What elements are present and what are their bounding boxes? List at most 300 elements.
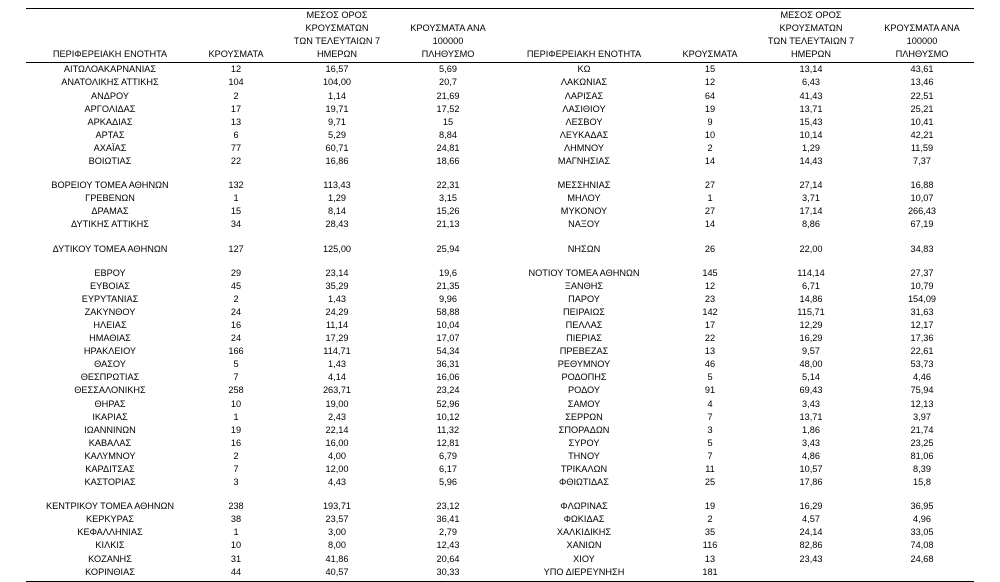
cell-cases-left: 7 (233, 372, 239, 383)
cell-cases-right: 1 (707, 193, 713, 204)
cell-avg7-left: 2,43 (328, 411, 346, 422)
cell-cases-left: 258 (228, 385, 244, 396)
cell-region-right: ΜΑΓΝΗΣΙΑΣ (557, 156, 611, 167)
cell-rate-right: 10,41 (910, 116, 934, 127)
cell-avg7-left (278, 232, 396, 243)
cell-region-left: ΔΥΤΙΚΟΥ ΤΟΜΕΑ ΑΘΗΝΩΝ (52, 243, 168, 254)
header-avg7-right-line2: ΤΩΝ ΤΕΛΕΥΤΑΙΩΝ 7 (767, 36, 855, 47)
cell-cases-left: 5 (233, 359, 239, 370)
header-region-right: ΠΕΡΙΦΕΡΕΙΑΚΗ ΕΝΟΤΗΤΑ (526, 49, 642, 60)
table-row (26, 566, 974, 579)
cell-cases-right: 17 (704, 319, 716, 330)
table-row (26, 319, 974, 332)
cell-cases-right (668, 256, 752, 267)
cell-rate-right: 81,06 (910, 450, 934, 461)
cell-avg7-right: 13,71 (799, 103, 823, 114)
cell-avg7-left: 9,71 (328, 116, 346, 127)
header-avg7-right-line1: ΜΕΣΟΣ ΟΡΟΣ ΚΡΟΥΣΜΑΤΩΝ (779, 10, 843, 34)
cell-region-left: ΗΡΑΚΛΕΙΟΥ (83, 346, 137, 357)
cell-region-right (500, 256, 668, 267)
header-rate-right (870, 9, 974, 61)
cell-rate-right: 53,73 (910, 359, 934, 370)
cell-cases-left: 16 (230, 437, 242, 448)
cell-rate-left: 58,88 (436, 306, 460, 317)
cell-cases-right: 142 (702, 306, 718, 317)
cell-cases-left: 2 (233, 450, 239, 461)
cell-rate-right: 4,96 (913, 514, 931, 525)
cell-region-right: ΠΕΙΡΑΙΩΣ (563, 306, 605, 317)
cell-rate-left: 52,96 (436, 398, 460, 409)
regional-cases-table (26, 9, 974, 61)
cell-cases-right: 27 (704, 180, 716, 191)
cell-region-left: ΑΡΓΟΛΙΔΑΣ (84, 103, 136, 114)
cell-rate-left: 11,32 (436, 424, 460, 435)
table-row (26, 526, 974, 539)
cell-region-left: ΑΝΔΡΟΥ (90, 90, 129, 101)
cell-region-left: ΙΩΑΝΝΙΝΩΝ (84, 424, 136, 435)
cell-cases-right: 14 (704, 156, 716, 167)
cell-region-right (500, 168, 668, 179)
cell-avg7-left: 4,14 (328, 372, 346, 383)
cell-avg7-left: 1,14 (328, 90, 346, 101)
cell-cases-left: 132 (228, 180, 244, 191)
cell-avg7-left: 60,71 (325, 142, 349, 153)
table-spacer-row (26, 256, 974, 267)
table-row (26, 116, 974, 129)
header-cases-right: ΚΡΟΥΣΜΑΤΑ (682, 49, 738, 60)
cell-cases-left: 45 (230, 280, 242, 291)
cell-region-right: ΛΕΥΚΑΔΑΣ (559, 129, 609, 140)
cell-cases-right: 14 (704, 219, 716, 230)
cell-cases-right: 23 (704, 293, 716, 304)
cell-region-left: ΒΟΡΕΙΟΥ ΤΟΜΕΑ ΑΘΗΝΩΝ (51, 180, 169, 191)
header-avg7-left (278, 9, 396, 61)
cell-cases-right: 12 (704, 280, 716, 291)
cell-cases-left: 29 (230, 267, 242, 278)
cell-avg7-right (752, 232, 870, 243)
cell-cases-right (668, 232, 752, 243)
cell-avg7-right (752, 489, 870, 500)
cell-region-left: ΚΟΖΑΝΗΣ (88, 553, 132, 564)
cell-rate-left: 15 (442, 116, 454, 127)
cell-rate-left: 21,35 (436, 280, 460, 291)
cell-avg7-left: 193,71 (322, 501, 352, 512)
table-row (26, 437, 974, 450)
table-row (26, 192, 974, 205)
cell-region-right: ΛΑΣΙΘΙΟΥ (562, 103, 606, 114)
cell-avg7-left: 19,71 (325, 103, 349, 114)
cell-region-right: ΥΠΟ ΔΙΕΡΕΥΝΗΣΗ (543, 566, 625, 577)
table-row (26, 332, 974, 345)
cell-avg7-right: 6,43 (802, 77, 820, 88)
cell-rate-right: 21,74 (910, 424, 934, 435)
cell-cases-left: 22 (230, 156, 242, 167)
cell-avg7-right: 4,86 (802, 450, 820, 461)
cell-avg7-left: 40,57 (325, 566, 349, 577)
cell-region-right: ΧΑΝΙΩΝ (566, 540, 602, 551)
cell-cases-left: 17 (230, 103, 242, 114)
cell-avg7-left: 4,00 (328, 450, 346, 461)
cell-cases-left (194, 256, 278, 267)
cell-region-left: ΘΑΣΟΥ (94, 359, 126, 370)
cell-avg7-left: 1,43 (328, 293, 346, 304)
cell-avg7-right: 115,71 (797, 306, 825, 317)
header-region-left: ΠΕΡΙΦΕΡΕΙΑΚΗ ΕΝΟΤΗΤΑ (52, 49, 168, 60)
cell-region-left: ΗΜΑΘΙΑΣ (89, 333, 131, 344)
table-spacer-row (26, 489, 974, 500)
cell-avg7-left: 41,86 (325, 553, 349, 564)
cell-region-right: ΤΡΙΚΑΛΩΝ (560, 464, 608, 474)
cell-rate-left: 16,06 (436, 372, 460, 383)
cell-cases-right (668, 489, 752, 500)
header-rate-left-line2: ΠΛΗΘΥΣΜΟ (421, 49, 475, 60)
cell-region-right: ΠΡΕΒΕΖΑΣ (559, 346, 609, 357)
cell-cases-left: 13 (230, 116, 242, 127)
cell-cases-right: 19 (704, 103, 716, 114)
cell-avg7-left: 114,71 (323, 346, 351, 357)
cell-region-right: ΜΗΛΟΥ (567, 193, 601, 204)
cell-rate-right: 154,09 (907, 293, 937, 304)
cell-region-right: ΛΗΜΝΟΥ (563, 142, 605, 153)
cell-region-right: ΦΘΙΩΤΙΔΑΣ (558, 477, 609, 488)
cell-cases-right: 27 (704, 206, 716, 217)
table-row (26, 398, 974, 411)
cell-cases-left: 31 (230, 553, 242, 564)
cell-rate-right: 31,63 (910, 306, 934, 317)
cell-avg7-left: 16,00 (325, 437, 349, 448)
table-row (26, 539, 974, 552)
cell-region-left: ΚΟΡΙΝΘΙΑΣ (85, 566, 135, 577)
cell-cases-right: 2 (707, 142, 713, 153)
header-rate-left-line1: ΚΡΟΥΣΜΑΤΑ ΑΝΑ 100000 (410, 23, 486, 47)
cell-cases-left: 2 (233, 90, 239, 101)
cell-avg7-right: 48,00 (799, 359, 823, 370)
table-row (26, 293, 974, 306)
cell-region-left: ΚΕΦΑΛΛΗΝΙΑΣ (77, 527, 143, 538)
cell-cases-right: 13 (704, 553, 716, 564)
cell-region-right (500, 489, 668, 500)
cell-cases-left: 19 (230, 424, 242, 435)
cell-region-left: ΑΙΤΩΛΟΑΚΑΡΝΑΝΙΑΣ (63, 64, 157, 75)
table-row (26, 500, 974, 513)
header-avg7-right-line3: ΗΜΕΡΩΝ (790, 49, 832, 60)
cell-avg7-right: 3,43 (802, 437, 820, 448)
cell-region-right: ΝΑΞΟΥ (568, 219, 600, 230)
cell-rate-left: 5,96 (439, 477, 457, 488)
cell-avg7-left: 1,29 (328, 193, 346, 204)
cell-avg7-left: 23,57 (325, 514, 349, 525)
header-avg7-left-line2: ΤΩΝ ΤΕΛΕΥΤΑΙΩΝ 7 (293, 36, 381, 47)
cell-cases-left: 34 (230, 219, 242, 230)
cell-region-left: ΙΚΑΡΙΑΣ (92, 411, 128, 422)
cell-cases-right: 181 (702, 566, 718, 577)
cell-rate-left: 22,31 (436, 180, 460, 191)
cell-avg7-left: 24,29 (325, 306, 349, 317)
cell-rate-right (870, 232, 974, 243)
cell-rate-left (396, 168, 500, 179)
cell-rate-right: 25,21 (910, 103, 934, 114)
cell-region-right: ΦΩΚΙΔΑΣ (563, 514, 605, 525)
table-row (26, 384, 974, 397)
cell-rate-right (870, 489, 974, 500)
cell-avg7-right: 22,00 (799, 243, 823, 254)
cell-rate-right: 8,39 (913, 464, 931, 474)
cell-avg7-right: 114,14 (797, 267, 825, 278)
cell-avg7-right (752, 168, 870, 179)
cell-avg7-left: 16,57 (325, 64, 349, 75)
cell-rate-right: 12,13 (910, 398, 934, 409)
cell-avg7-left: 17,29 (325, 333, 349, 344)
table-row (26, 267, 974, 280)
cell-rate-right: 13,46 (910, 77, 934, 88)
cell-rate-left: 3,15 (439, 193, 457, 204)
cell-rate-right (870, 566, 974, 579)
cell-avg7-left: 8,14 (328, 206, 346, 217)
table-spacer-row (26, 168, 974, 179)
table-row (26, 553, 974, 566)
cell-rate-left: 20,7 (439, 77, 457, 88)
cell-cases-left: 10 (230, 398, 242, 409)
cell-rate-left: 21,13 (436, 219, 460, 230)
cell-rate-right: 7,37 (913, 156, 931, 167)
cell-rate-left: 23,12 (436, 501, 460, 512)
cell-rate-right: 10,79 (910, 280, 934, 291)
cell-avg7-right: 82,86 (799, 540, 823, 551)
cell-cases-left: 238 (228, 501, 244, 512)
cell-cases-right: 116 (702, 540, 718, 551)
cell-avg7-left: 16,86 (325, 156, 349, 167)
cell-avg7-right: 14,43 (799, 156, 823, 167)
table-row (26, 76, 974, 89)
cell-rate-left: 21,69 (436, 90, 460, 101)
cell-cases-right: 64 (704, 90, 716, 101)
cell-cases-left: 104 (228, 77, 244, 88)
cell-avg7-right: 3,71 (802, 193, 820, 204)
cell-avg7-left: 22,14 (325, 424, 349, 435)
cell-avg7-right: 17,14 (799, 206, 823, 217)
table-row (26, 513, 974, 526)
cell-rate-left: 36,41 (436, 514, 460, 525)
cell-region-right: ΠΕΛΛΑΣ (565, 319, 603, 330)
cell-avg7-right: 3,43 (802, 398, 820, 409)
cell-region-right: ΧΙΟΥ (573, 553, 595, 564)
cell-avg7-right: 27,14 (799, 180, 823, 191)
cell-cases-right: 145 (702, 267, 718, 278)
cell-cases-right: 5 (707, 437, 713, 448)
table-row (26, 280, 974, 293)
cell-avg7-right: 6,71 (802, 280, 820, 291)
cell-rate-right: 12,17 (910, 319, 934, 330)
cell-avg7-left: 4,43 (328, 477, 346, 488)
cell-avg7-right: 12,29 (799, 319, 823, 330)
cell-region-left (26, 232, 194, 243)
cell-cases-left: 10 (230, 540, 242, 551)
cell-rate-left: 6,17 (439, 464, 457, 474)
cell-region-left: ΕΥΒΟΙΑΣ (90, 280, 130, 291)
cell-avg7-left: 11,14 (325, 319, 349, 330)
cell-avg7-right: 24,14 (799, 527, 823, 538)
cell-rate-left: 10,12 (436, 411, 460, 422)
cell-region-left: ΚΕΝΤΡΙΚΟΥ ΤΟΜΕΑ ΑΘΗΝΩΝ (45, 501, 175, 512)
cell-avg7-right: 1,29 (802, 142, 820, 153)
cell-avg7-left: 28,43 (325, 219, 349, 230)
table-row (26, 358, 974, 371)
cell-rate-left: 23,24 (436, 385, 460, 396)
cell-cases-left: 1 (233, 193, 239, 204)
cell-region-right: ΡΕΘΥΜΝΟΥ (557, 359, 611, 370)
cell-region-right: ΣΕΡΡΩΝ (565, 411, 603, 422)
cell-rate-left: 54,34 (436, 346, 460, 357)
header-avg7-left-line3: ΗΜΕΡΩΝ (316, 49, 358, 60)
cell-region-right: ΣΑΜΟΥ (567, 398, 601, 409)
cell-rate-right: 74,08 (910, 540, 934, 551)
cell-rate-right: 24,68 (910, 553, 934, 564)
cell-cases-right: 35 (704, 527, 716, 538)
cell-avg7-right: 16,29 (799, 501, 823, 512)
cell-region-left: ΚΑΣΤΟΡΙΑΣ (84, 477, 136, 488)
regional-cases-body (26, 63, 974, 578)
cell-cases-right: 5 (707, 372, 713, 383)
cell-rate-left: 36,31 (436, 359, 460, 370)
cell-avg7-left: 23,14 (325, 267, 349, 278)
cell-region-right: ΛΑΚΩΝΙΑΣ (560, 77, 608, 88)
cell-region-right: ΠΑΡΟΥ (568, 293, 600, 304)
cell-cases-left: 12 (230, 64, 242, 75)
cell-rate-left: 30,33 (436, 566, 460, 577)
cell-avg7-left: 104,00 (322, 77, 352, 88)
table-row (26, 179, 974, 192)
table-row (26, 218, 974, 231)
cell-rate-right: 34,83 (910, 243, 934, 254)
cell-region-left: ΕΒΡΟΥ (94, 267, 126, 278)
cell-avg7-left: 125,00 (322, 243, 352, 254)
header-rate-right-line2: ΠΛΗΘΥΣΜΟ (895, 49, 949, 60)
cell-cases-left: 16 (230, 319, 242, 330)
cell-rate-right: 43,61 (910, 64, 934, 75)
cell-region-right: ΡΟΔΟΠΗΣ (561, 372, 607, 383)
header-cases-left: ΚΡΟΥΣΜΑΤΑ (208, 49, 264, 60)
cell-avg7-left: 263,71 (322, 385, 352, 396)
cell-avg7-left: 12,00 (325, 464, 349, 474)
cell-cases-left: 1 (233, 411, 239, 422)
cell-rate-left: 12,81 (436, 437, 460, 448)
cell-avg7-right: 69,43 (799, 385, 823, 396)
table-row (26, 424, 974, 437)
cell-region-left: ΓΡΕΒΕΝΩΝ (85, 193, 135, 204)
cell-avg7-right: 9,57 (802, 346, 820, 357)
cell-region-right: ΦΛΩΡΙΝΑΣ (560, 501, 608, 512)
cell-rate-left: 18,66 (436, 156, 460, 167)
cell-region-right: ΤΗΝΟΥ (568, 450, 600, 461)
cell-rate-left: 6,79 (439, 450, 457, 461)
cell-avg7-right: 10,57 (799, 464, 823, 474)
cell-region-right: ΜΥΚΟΝΟΥ (560, 206, 608, 217)
cell-cases-right: 19 (704, 501, 716, 512)
cell-cases-right: 7 (707, 450, 713, 461)
cell-avg7-right: 41,43 (799, 90, 823, 101)
cell-cases-left: 24 (230, 306, 242, 317)
cell-avg7-right: 23,43 (799, 553, 823, 564)
cell-region-left: ΘΕΣΣΑΛΟΝΙΚΗΣ (74, 385, 146, 396)
cell-region-left: ΗΛΕΙΑΣ (93, 319, 127, 330)
cell-region-right (500, 232, 668, 243)
cell-cases-left: 7 (233, 464, 239, 474)
cell-rate-right (870, 256, 974, 267)
cell-rate-right: 22,51 (910, 90, 934, 101)
cell-cases-right: 13 (704, 346, 716, 357)
cell-rate-right: 27,37 (910, 267, 934, 278)
cell-cases-left: 24 (230, 333, 242, 344)
cell-rate-left: 10,04 (436, 319, 460, 330)
cell-region-left: ΖΑΚΥΝΘΟΥ (84, 306, 136, 317)
cell-rate-left: 8,84 (439, 129, 457, 140)
cell-region-right: ΝΟΤΙΟΥ ΤΟΜΕΑ ΑΘΗΝΩΝ (528, 267, 640, 278)
cell-rate-right: 15,8 (913, 477, 931, 488)
cell-avg7-right: 17,86 (799, 477, 823, 488)
cell-cases-left: 166 (228, 346, 244, 357)
table-row (26, 129, 974, 142)
table-row (26, 243, 974, 256)
cell-region-right: ΛΕΣΒΟΥ (565, 116, 603, 127)
cell-avg7-left: 1,43 (328, 359, 346, 370)
cell-cases-right: 9 (707, 116, 713, 127)
cell-rate-right (870, 168, 974, 179)
cell-region-left (26, 256, 194, 267)
cell-region-right: ΡΟΔΟΥ (567, 385, 600, 396)
cell-cases-left: 127 (228, 243, 244, 254)
cell-cases-right: 3 (707, 424, 713, 435)
cell-cases-right (668, 168, 752, 179)
cell-avg7-right (752, 256, 870, 267)
cell-rate-left: 9,96 (439, 293, 457, 304)
cell-cases-right: 10 (704, 129, 716, 140)
cell-region-right: ΣΥΡΟΥ (568, 437, 600, 448)
table-row (26, 371, 974, 384)
cell-rate-right: 3,97 (913, 411, 931, 422)
cell-region-left (26, 489, 194, 500)
cell-rate-left: 19,6 (439, 267, 457, 278)
table-row (26, 450, 974, 463)
cell-rate-left: 20,64 (436, 553, 460, 564)
cell-avg7-left (278, 256, 396, 267)
cell-region-right: ΚΩ (577, 64, 591, 75)
cell-region-left: ΕΥΡΥΤΑΝΙΑΣ (81, 293, 139, 304)
cell-cases-right: 46 (704, 359, 716, 370)
cell-cases-left: 1 (233, 527, 239, 538)
cell-cases-left (194, 232, 278, 243)
table-row (26, 476, 974, 489)
table-row (26, 345, 974, 358)
cell-cases-left: 2 (233, 293, 239, 304)
cell-rate-left (396, 256, 500, 267)
cell-cases-right: 11 (705, 464, 715, 474)
table-row (26, 411, 974, 424)
cell-avg7-left: 113,43 (323, 180, 351, 191)
cell-rate-left: 25,94 (436, 243, 460, 254)
cell-avg7-right (752, 566, 870, 579)
header-rate-left (396, 9, 500, 61)
cell-avg7-right: 4,57 (802, 514, 820, 525)
cell-rate-left (396, 232, 500, 243)
cell-rate-right: 75,94 (910, 385, 934, 396)
cell-rate-right: 42,21 (910, 129, 934, 140)
cell-region-right: ΝΗΣΩΝ (567, 243, 601, 254)
cell-region-left: ΘΕΣΠΡΩΤΙΑΣ (80, 372, 140, 383)
cell-rate-right: 17,36 (910, 333, 934, 344)
cell-region-left (26, 168, 194, 179)
cell-region-left: ΚΕΡΚΥΡΑΣ (86, 514, 134, 525)
cell-region-left: ΑΡΤΑΣ (95, 129, 125, 140)
